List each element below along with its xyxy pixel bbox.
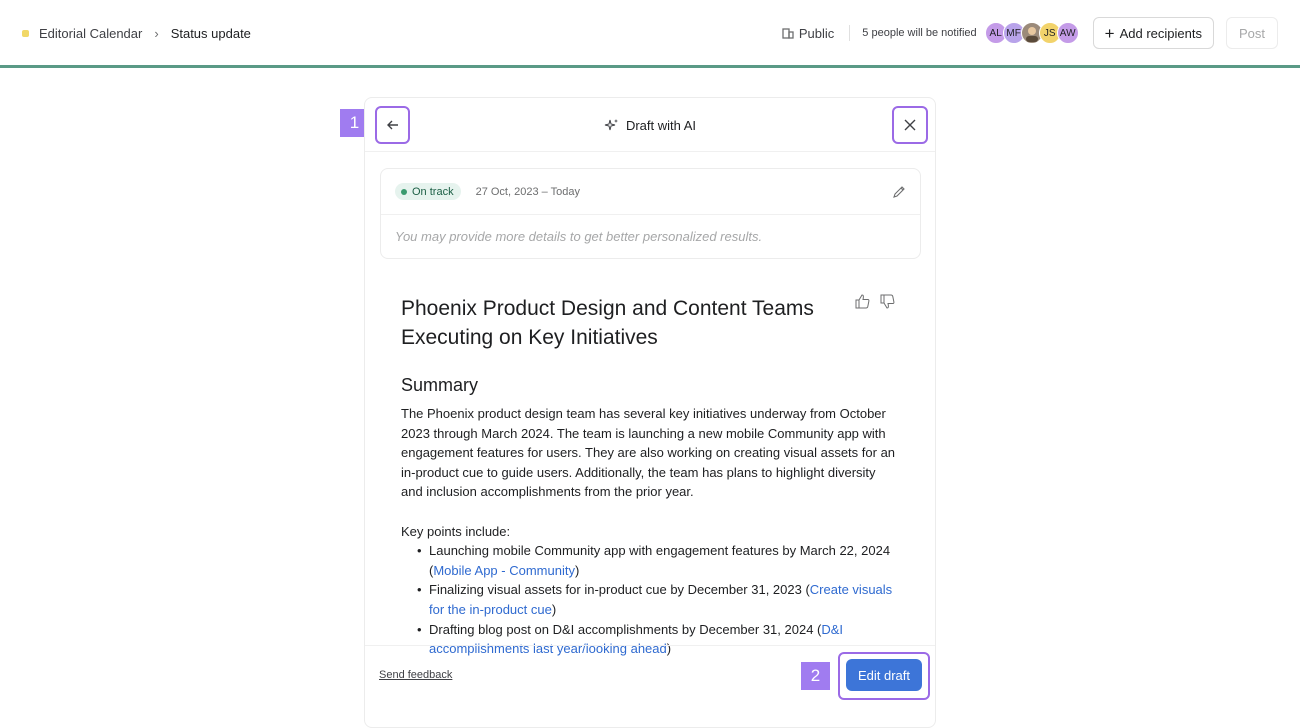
- top-bar: [0, 0, 1300, 66]
- header-actions: [782, 17, 1278, 49]
- plus-icon: +: [1104, 23, 1115, 43]
- divider: [849, 25, 850, 41]
- task-link[interactable]: D&I accomplishments last year/looking ahead: [429, 621, 844, 657]
- key-points-list: [417, 541, 901, 659]
- person-photo-icon: [1023, 24, 1041, 42]
- list-item-text: Drafting blog post on D&I accomplishments by December 31, 2024 (: [429, 621, 822, 637]
- building-icon: [782, 27, 794, 39]
- avatar[interactable]: AL: [985, 22, 1007, 44]
- visibility-toggle[interactable]: [782, 26, 846, 41]
- list-item-end: ): [574, 562, 580, 578]
- close-icon: [904, 119, 916, 131]
- status-badge[interactable]: [395, 183, 461, 200]
- details-input[interactable]: You may provide more details to get better personalized results.: [395, 229, 763, 244]
- edit-draft-highlight: [838, 652, 930, 700]
- breadcrumb: [22, 26, 251, 41]
- list-item-end: ): [551, 601, 557, 617]
- breadcrumb-current-page: Status update: [170, 25, 251, 41]
- status-row: [381, 169, 920, 215]
- recipient-avatars[interactable]: [985, 22, 1079, 44]
- visibility-label: Public: [798, 25, 835, 41]
- avatar[interactable]: AW: [1057, 22, 1079, 44]
- status-dot: [401, 189, 407, 195]
- notify-text: 5 people will be notified: [862, 27, 977, 39]
- chevron-right-icon: ›: [154, 25, 159, 41]
- pencil-icon[interactable]: [892, 185, 906, 199]
- date-range: 27 Oct, 2023 – Today: [475, 185, 580, 198]
- annotation-marker-1: 1: [340, 109, 369, 137]
- back-button[interactable]: [375, 106, 410, 144]
- annotation-marker-2: 2: [801, 662, 830, 690]
- panel-header: [365, 98, 935, 152]
- key-points-label: Key points include:: [401, 523, 511, 539]
- thumbs-down-icon[interactable]: [880, 294, 895, 309]
- panel-title: [365, 98, 935, 152]
- sparkle-icon: [604, 118, 619, 133]
- arrow-left-icon: [386, 118, 400, 132]
- list-item-end: ): [666, 641, 672, 657]
- edit-draft-button[interactable]: Edit draft: [846, 659, 922, 691]
- add-recipients-label: Add recipients: [1119, 25, 1202, 41]
- draft-with-ai-panel: [364, 97, 936, 728]
- list-item: [417, 580, 901, 619]
- task-link[interactable]: Create visuals for the in-product cue: [429, 582, 893, 617]
- summary-paragraph: The Phoenix product design team has several key initiatives underway from October 2023 through March 2024. The team is launching a new mobile Community app with engagement features for users. They are also working on creating visual assets for an in-product cue to guide users. Additionally, the team has plans to highlight diversity and inclusion accomplishments from the prior year.: [401, 406, 896, 500]
- status-label: On track: [412, 185, 454, 198]
- send-feedback-link[interactable]: Send feedback: [379, 669, 453, 681]
- add-recipients-button[interactable]: [1093, 17, 1214, 49]
- avatar[interactable]: MF: [1003, 22, 1025, 44]
- post-button[interactable]: Post: [1226, 17, 1278, 49]
- thumbs-up-icon[interactable]: [855, 294, 870, 309]
- list-item: [417, 541, 901, 580]
- breadcrumb-project-link[interactable]: Editorial Calendar: [39, 25, 143, 41]
- draft-content: [401, 294, 901, 657]
- panel-title-text: Draft with AI: [625, 117, 697, 133]
- task-link[interactable]: Mobile App - Community: [433, 562, 575, 578]
- panel-footer: [365, 645, 935, 727]
- list-item-text: Launching mobile Community app with engagement features by March 22, 2024 (: [429, 543, 891, 578]
- close-button[interactable]: [892, 106, 928, 144]
- status-context-card: [380, 168, 921, 259]
- avatar[interactable]: JS: [1039, 22, 1061, 44]
- feedback-icons: [855, 294, 895, 309]
- list-item-text: Finalizing visual assets for in-product cue by December 31, 2023 (: [429, 582, 810, 598]
- draft-title: Phoenix Product Design and Content Teams Executing on Key Initiatives: [401, 297, 814, 349]
- header-divider-line: [0, 65, 1300, 68]
- project-color-dot: [22, 30, 29, 37]
- summary-heading: Summary: [401, 375, 479, 395]
